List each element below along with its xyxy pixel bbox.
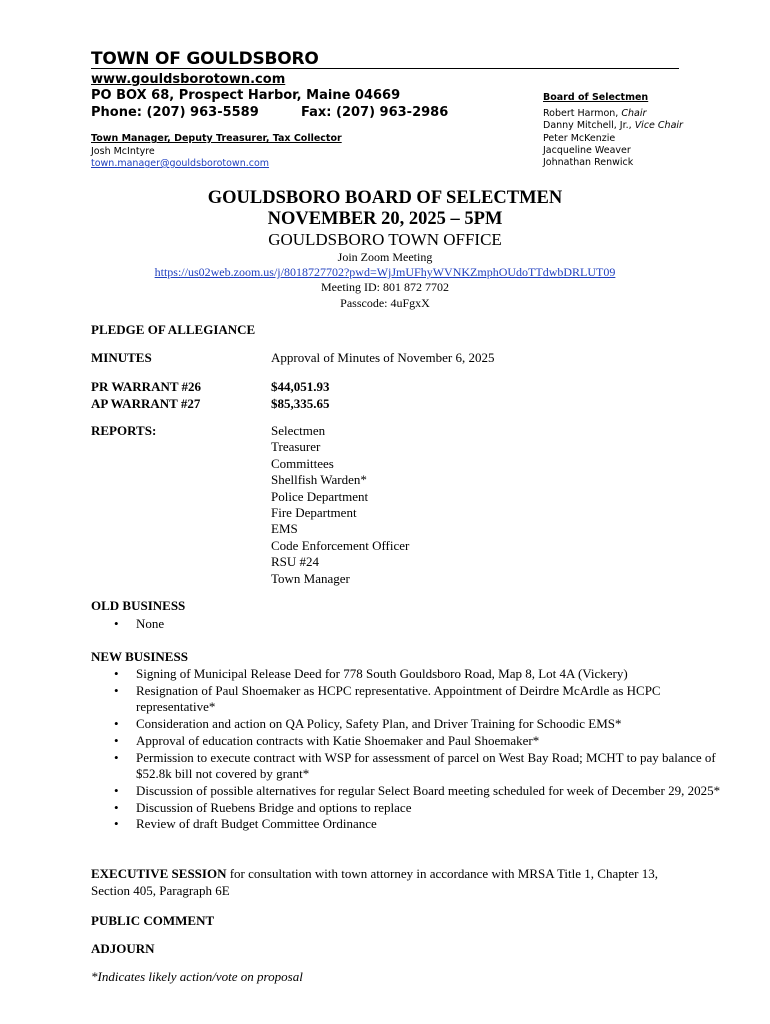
meeting-title: GOULDSBORO BOARD OF SELECTMEN <box>207 188 563 208</box>
report-item: Committees <box>271 455 334 471</box>
fax-number: Fax: (207) 963-2986 <box>301 105 449 120</box>
zoom-url-container <box>0 265 770 280</box>
ap-warrant-label: AP WARRANT #27 <box>91 396 201 411</box>
list-item: • Discussion of possible alternatives for regular Select Board meeting scheduled for week of December 29, 2025* <box>91 783 729 800</box>
public-comment-heading: PUBLIC COMMENT <box>91 913 215 928</box>
list-item: • None <box>91 616 729 633</box>
list-item: • Resignation of Paul Shoemaker as HCPC representative. Appointment of Deirdre McArdle as HCPC representative* <box>91 683 729 716</box>
list-item: • Permission to execute contract with WSP for assessment of parcel on West Bay Road; MCHT to pay balance of $52.8k bill not covered by grant* <box>91 750 729 783</box>
website-link[interactable]: www.gouldsborotown.com <box>91 72 286 87</box>
ap-warrant-amount: $85,335.65 <box>271 396 330 411</box>
town-title: TOWN OF GOULDSBORO <box>91 49 319 69</box>
list-item: • Review of draft Budget Committee Ordinance <box>91 816 729 833</box>
executive-session-text: for consultation with town attorney in accordance with MRSA Title 1, Chapter 13, Section 405, Paragraph 6E <box>91 866 658 898</box>
report-item: Shellfish Warden* <box>271 472 367 488</box>
manager-heading: Town Manager, Deputy Treasurer, Tax Collector <box>91 133 342 144</box>
list-item: • Approval of education contracts with Katie Shoemaker and Paul Shoemaker* <box>91 733 729 750</box>
minutes-value: Approval of Minutes of November 6, 2025 <box>271 350 495 365</box>
new-business-heading: NEW BUSINESS <box>91 649 188 664</box>
footnote: *Indicates likely action/vote on proposal <box>91 969 303 984</box>
old-business-list <box>91 616 729 633</box>
manager-email-link[interactable]: town.manager@gouldsborotown.com <box>91 158 270 169</box>
meeting-location: GOULDSBORO TOWN OFFICE <box>268 230 502 249</box>
zoom-join-label: Join Zoom Meeting <box>337 250 433 264</box>
zoom-passcode: Passcode: 4uFgxX <box>340 296 430 310</box>
old-business-heading: OLD BUSINESS <box>91 598 186 613</box>
adjourn-heading: ADJOURN <box>91 941 155 956</box>
executive-session <box>91 865 686 899</box>
board-member: Jacqueline Weaver <box>543 144 631 156</box>
board-member: Robert Harmon, Chair <box>543 108 647 119</box>
reports-list <box>271 423 409 587</box>
pr-warrant-amount: $44,051.93 <box>271 379 330 394</box>
minutes-label: MINUTES <box>91 350 152 365</box>
pledge-heading: PLEDGE OF ALLEGIANCE <box>91 322 256 337</box>
report-item: Town Manager <box>271 570 350 586</box>
board-member: Johnathan Renwick <box>543 157 634 169</box>
manager-name: Josh McIntyre <box>91 146 155 157</box>
list-item: • Signing of Municipal Release Deed for 778 South Gouldsboro Road, Map 8, Lot 4A (Vickery) <box>91 666 729 683</box>
meeting-date: NOVEMBER 20, 2025 – 5PM <box>267 209 503 229</box>
report-item: Police Department <box>271 488 369 504</box>
report-item: Selectmen <box>271 423 326 438</box>
zoom-meeting-id: Meeting ID: 801 872 7702 <box>321 280 449 294</box>
phone-number: Phone: (207) 963-5589 <box>91 105 259 120</box>
report-item: EMS <box>271 521 298 537</box>
board-member: Peter McKenzie <box>543 132 616 144</box>
report-item: Treasurer <box>271 439 321 455</box>
board-member: Danny Mitchell, Jr., Vice Chair <box>543 120 683 132</box>
board-member-list <box>543 108 683 169</box>
new-business-list <box>91 666 729 833</box>
board-heading: Board of Selectmen <box>543 92 649 103</box>
report-item: Fire Department <box>271 505 357 521</box>
list-item: • Discussion of Ruebens Bridge and options to replace <box>91 800 729 817</box>
reports-label: REPORTS: <box>91 423 157 438</box>
list-item: • Consideration and action on QA Policy, Safety Plan, and Driver Training for Schoodic EMS* <box>91 716 729 733</box>
mailing-address: PO BOX 68, Prospect Harbor, Maine 04669 <box>91 88 401 103</box>
zoom-meeting-link[interactable]: https://us02web.zoom.us/j/8018727702?pwd=WjJmUFhyWVNKZmphOUdoTTdwbDRLUT09 <box>154 265 616 279</box>
pr-warrant-label: PR WARRANT #26 <box>91 379 202 394</box>
executive-session-label: EXECUTIVE SESSION <box>91 866 227 881</box>
report-item: Code Enforcement Officer <box>271 537 410 553</box>
title-rule <box>91 68 679 69</box>
report-item: RSU #24 <box>271 554 320 570</box>
